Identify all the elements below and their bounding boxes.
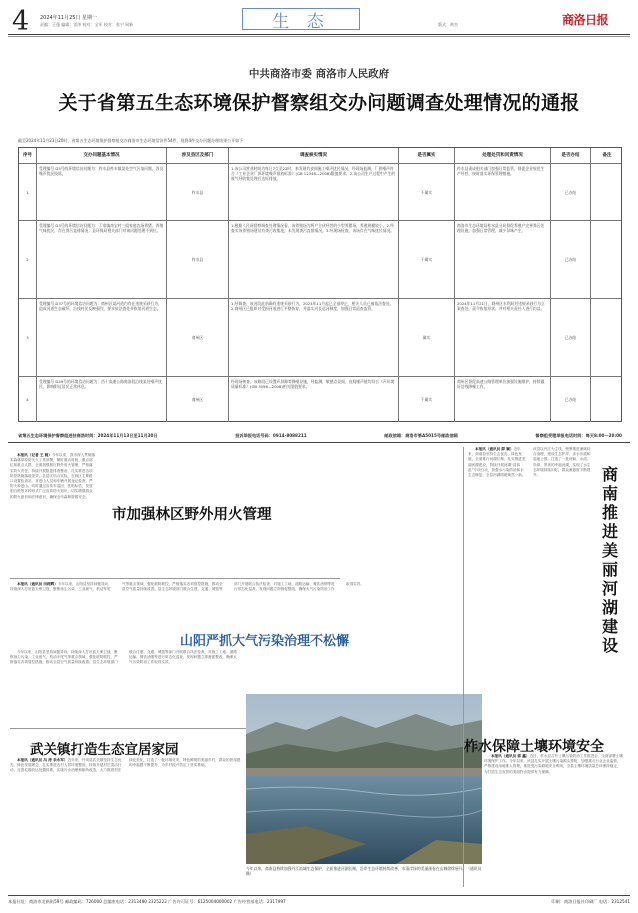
footer-address: 本报社址：商洛市北新街59号 邮政编码：726000 总编室电话：2313480 2325222 广告许可证号：6125004000002 广告经营部电话：2317997 bbox=[8, 899, 286, 904]
cell-done: 已办结 bbox=[551, 299, 591, 376]
newspaper-logo: 商洛日报 bbox=[562, 13, 609, 27]
cell-true: 不属实 bbox=[399, 377, 455, 422]
table-row bbox=[19, 164, 621, 221]
cell-handling: 商洛市生态环境局柞水县分局督促养殖户完善粪污处理设施，加强日常管理，减少异味产生。 bbox=[455, 221, 551, 298]
article-soil-col bbox=[484, 754, 624, 894]
table-row bbox=[19, 377, 621, 422]
cell-region: 柞水县 bbox=[167, 221, 229, 298]
cell-true: 属实 bbox=[399, 299, 455, 376]
cell-findings: 经现场核查，该路段已设置声屏障等降噪设施，经监测，敏感点昼间、夜间噪声值均符合《声环境质量标准》(GB 3096—2008)相关限值要求。 bbox=[229, 377, 399, 422]
mailbox: 邮政信箱：商洛市第A5015号邮政信箱 bbox=[384, 433, 458, 438]
cell-true: 不属实 bbox=[399, 164, 455, 220]
article-air-pollution-col bbox=[10, 582, 450, 626]
article-title-air-pollution: 山阳严抓大气污染治理不松懈 bbox=[180, 634, 350, 649]
notice-table bbox=[18, 147, 622, 422]
issue-date: 2024年11月25日 星期一 bbox=[40, 15, 98, 21]
cell-basic: 受理编号 D37号的环境信访问题为：商州区某河道内存在违规采砂行为，造成河道生态破坏，沿线村民反映强烈，要求依法查处并恢复河道生态。 bbox=[37, 299, 167, 376]
col-header-basic: 交办问题基本情况 bbox=[37, 148, 167, 163]
cell-basic: 受理编号 D3号的环境信访问题为：丁家镇南宝村三组家庭农场养猪，养殖气味扰民，存在粪污直排情况；县环保局相关部门对该问题处理不到位。 bbox=[37, 221, 167, 298]
article-air-pollution-col-2 bbox=[10, 650, 240, 725]
col-header-no: 序号 bbox=[19, 148, 37, 163]
article-title-forest-fire: 市加强林区野外用火管理 bbox=[112, 506, 272, 523]
article-body: 今年以来，我市深入贯彻落实森林草原防灭火工作部署，紧盯重点时段、重点部位和重点人群，全面加强林区野外用火管理，严格落实防火责任，持续开展隐患排查整治，扎实推进各项防控措施落地见效。各县区结合实际，在林区主要路口设置检查站，对进山人员和车辆开展登记检查，严防火种进山。同时通过宣传车巡回、张贴标语、发放明白纸等多种形式广泛宣传防火知识，切实增强群众的防火意识和法律意识，确保全市森林资源安全。 bbox=[10, 453, 95, 499]
notice-title: 关于省第五生态环境保护督察组交办问题调查处理情况的通报 bbox=[58, 92, 580, 114]
article-title-soil: 柞水保障土壤环境安全 bbox=[464, 739, 604, 755]
byline: 本报讯（记者 王 娟） bbox=[17, 453, 52, 457]
cell-true: 不属实 bbox=[399, 221, 455, 298]
photo-caption: 今年以来，商南县持续加强丹江流域生态保护，全面推进河湖长制，沿岸生态环境持续改善，水清岸绿的美丽画卷在山城徐徐展开。（通讯员 摄） bbox=[246, 866, 482, 876]
footer-rule bbox=[8, 895, 630, 896]
cell-note bbox=[591, 377, 623, 422]
cell-note bbox=[591, 221, 623, 298]
cell-note bbox=[591, 164, 623, 220]
cell-region: 商州区 bbox=[167, 299, 229, 376]
byline: 本报讯（通讯员 郭 鑫） bbox=[491, 754, 530, 758]
col-header-done: 是否办结 bbox=[551, 148, 591, 163]
table-row bbox=[19, 221, 621, 299]
staff-credits: 责编：王蓬 编辑：雷莎 校对：宝军 校对：张宁 网新 bbox=[40, 22, 134, 27]
cell-no: 4 bbox=[19, 377, 37, 422]
article-body: 近年来，商南县坚持生态优先、绿色发展，全面推行河湖长制，扎实推进美丽河湖建设，持续开展河湖“清四乱”专项行动，加强水污染防治和水生态修复，全县河湖面貌焕然一新。该县以丹江为主线，统筹推进流域综合治理，建设生态护岸、亲水步道和湿地公园，打造了一批河畅、水清、岸绿、景美的幸福河湖，实现了水生态环境持续向好，群众满意度不断提升。 bbox=[468, 447, 591, 478]
article-title-wuguan: 武关镇打造生态宜居家园 bbox=[30, 742, 179, 758]
notice-intro: 截至2024年11月23日20时，省第五生态环境保护督察组交办商洛市生态环境信访件54件，现将4件交办问题办理结果公开如下： bbox=[18, 138, 248, 143]
column-divider bbox=[463, 447, 464, 887]
article-body: 今年以来，山阳县坚持问题导向，持续深入打好蓝天保卫战，聚焦扬尘污染、工业废气、机动车尾气等重点领域，强化联防联控，严格落实各项管控措施，推动全县空气质量持续改善。县生态环境部门联合住建、交通、城管等部门开展联合执法检查，对施工工地、道路运输、餐饮油烟等进行常态化巡查，发现问题立即督促整改，确保大气污染防治工作取得实效。 bbox=[10, 582, 364, 592]
cell-findings: 1.根据人民网督察调查处理情况看，该养殖场为两户合伙经营的小型养猪场，养殖规模较小。2.经查实该养殖场建设有粪污收集池，未发现粪污直排情况。3.经现场检查，该场存在气味扰民情况。 bbox=[229, 221, 399, 298]
cell-note bbox=[591, 299, 623, 376]
cell-region: 柞水县 bbox=[167, 164, 229, 220]
byline: 本报讯（通讯员 田师辉） bbox=[17, 582, 58, 586]
cell-done: 已办结 bbox=[551, 221, 591, 298]
cell-done: 已办结 bbox=[551, 377, 591, 422]
byline: 本报讯（通讯员 薛 颖） bbox=[475, 447, 514, 451]
section-divider bbox=[8, 442, 630, 443]
col-header-true: 是否属实 bbox=[399, 148, 455, 163]
col-header-region: 涉及县区及部门 bbox=[167, 148, 229, 163]
article-body: 近年来，丹凤县武关镇坚持生态优先、绿色发展理念，扎实推进农村人居环境整治，持续开展村庄清洁行动，完善垃圾收运处置体系，实施污水治理和厕所改造，大力推进村庄绿化美化，打造了一批环境优美、特色鲜明的美丽乡村，群众的获得感和幸福感不断提升，为乡村振兴奠定了坚实基础。 bbox=[10, 758, 241, 773]
article-wuguan-col bbox=[10, 758, 242, 893]
notice-footer bbox=[18, 433, 622, 439]
page-number: 4 bbox=[12, 6, 30, 37]
article-divider bbox=[10, 728, 246, 729]
cell-basic: 受理编号 D5号的环境信访问题为：柞水县柞水镇某处空气污染问题，涉及噪声扰民投诉。 bbox=[37, 164, 167, 220]
table-row bbox=[19, 299, 621, 377]
hotline-hours: 督察组受理举报电话时间：每天8:00—20:00 bbox=[535, 433, 622, 438]
cell-no: 1 bbox=[19, 164, 37, 220]
cell-basic: 受理编号 D49号的环境信访问题为：西十高速公路商洛段沿线某处噪声扰民，影响附近居民正常休息。 bbox=[37, 377, 167, 422]
page-footer bbox=[8, 899, 630, 905]
cell-findings: 1.经调查，该河段此前确有违规采砂行为，2024年11月起已全部停止，相关人员已被依法查处。2.商州区已组织对受损河道进行平整恢复，并落实河长巡河制度，加强日常巡查监管。 bbox=[229, 299, 399, 376]
cell-done: 已办结 bbox=[551, 164, 591, 220]
cell-no: 2 bbox=[19, 221, 37, 298]
article-forest-fire-col bbox=[10, 453, 95, 573]
notice-issuers: 中共商洛市委 商洛市人民政府 bbox=[248, 68, 390, 80]
river-photo bbox=[246, 694, 482, 864]
byline: 本报讯（通讯员 冯 涛 李永军） bbox=[17, 758, 68, 762]
inspection-period: 省第五生态环境保护督察组进驻商洛时间：2024年11月13日至11月30日 bbox=[18, 433, 158, 438]
cell-handling: 2024年11月21日，商州区水利局对违规采砂行为立案查处，责令恢复原状，并对相关责任人进行约谈。 bbox=[455, 299, 551, 376]
river-photo-image bbox=[246, 694, 482, 864]
header-rule-thin bbox=[8, 36, 630, 37]
article-body: 今年以来，山阳县坚持问题导向，持续深入打好蓝天保卫战，聚焦扬尘污染、工业废气、机动车尾气等重点领域，强化联防联控，严格落实各项管控措施，推动全县空气质量持续改善。县生态环境部门联合住建、交通、城管等部门开展联合执法检查，对施工工地、道路运输、餐饮油烟等进行常态化巡查，发现问题立即督促整改，确保大气污染防治工作取得实效。 bbox=[10, 650, 237, 665]
article-body: 近日，柞水县召开土壤污染防治工作推进会，全面部署土壤环境保护工作。今年以来，该县扎实开展土壤污染源头预防，加强重点行业企业监管，严格建设用地准入管理，推进受污染耕地安全利用，全县土壤环境质量总体保持稳定，为打造生态宜居的美丽柞水提供有力保障。 bbox=[484, 754, 623, 774]
col-header-findings: 调查核实情况 bbox=[229, 148, 399, 163]
layout-credits: 版式：黄杰 bbox=[438, 22, 458, 27]
article-title-rivers: 商南推进美丽河湖建设 bbox=[601, 465, 618, 655]
cell-findings: 1.该公司营业时间为每日7点至22时，来发现有夜间施工噪声扰民情况，经现场监测，厂界噪声符合《工业企业厂界环境噪声排放标准》(GB 12348—2008)限值要求。2.该公司生产过程中产生的废气经收集处理后达标排放。 bbox=[229, 164, 399, 220]
cell-region: 商州区 bbox=[167, 377, 229, 422]
col-header-handling: 处理处罚和问责情况 bbox=[455, 148, 551, 163]
cell-handling: 商州区督促高速公路管理单位加强设施维护，持续做好沿线降噪工作。 bbox=[455, 377, 551, 422]
table-header-row bbox=[19, 148, 621, 164]
section-label: 生 态 bbox=[242, 8, 360, 30]
col-header-note: 备注 bbox=[602, 153, 612, 158]
article-rivers-col bbox=[468, 447, 592, 729]
article-divider bbox=[10, 578, 340, 579]
header-rule bbox=[8, 34, 630, 35]
footer-printer: 印刷：商洛日报社印刷厂 电话：2312541 bbox=[551, 899, 630, 904]
hotline: 投诉举报电话号码：0914-8088211 bbox=[235, 433, 307, 438]
cell-no: 3 bbox=[19, 299, 37, 376]
cell-handling: 柞水县责成相关部门加强日常监管，督促企业规范生产经营，按时落实环保管理措施。 bbox=[455, 164, 551, 220]
